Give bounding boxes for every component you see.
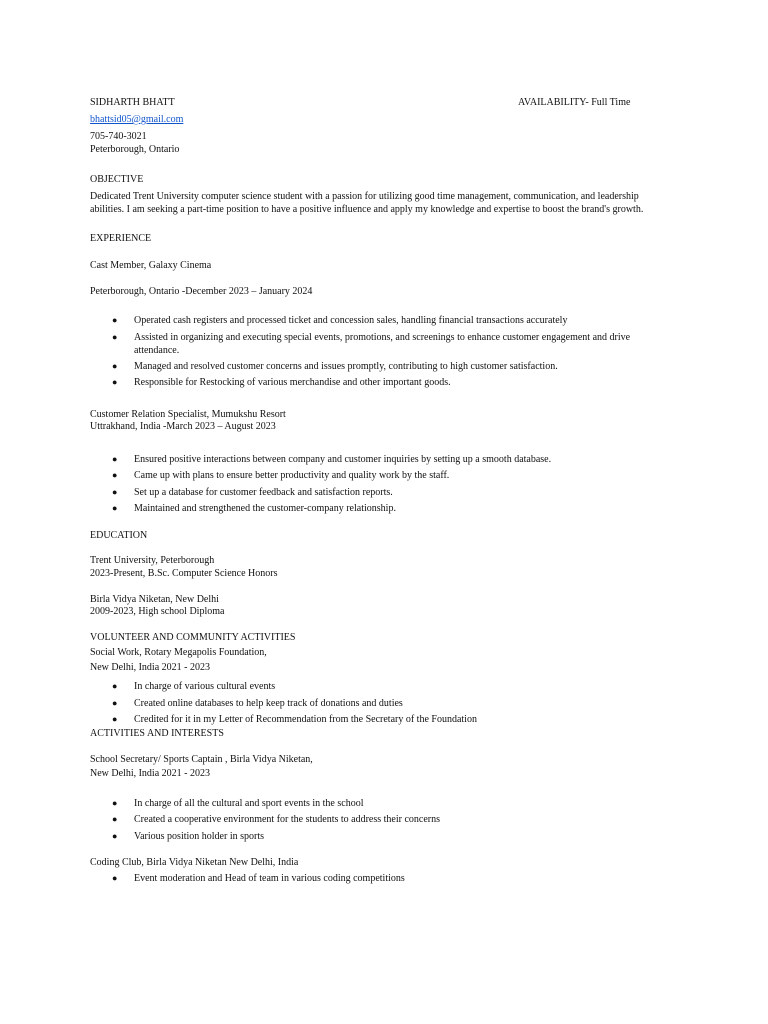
school-name: Trent University, Peterborough [90, 555, 215, 566]
activities-heading: ACTIVITIES AND INTERESTS [90, 728, 224, 739]
activity-location-dates: New Delhi, India 2021 - 2023 [90, 768, 210, 779]
list-item: Ensured positive interactions between company and customer inquiries by setting up a smooth database. [134, 454, 552, 465]
list-item: Maintained and strengthened the customer-company relationship. [134, 503, 396, 514]
list-item: In charge of various cultural events [134, 681, 276, 692]
objective-text: Dedicated Trent University computer science student with a passion for utilizing good time management, communication, and leadership abilities. I am seeking a part-time position to have a positive influence and apply my knowledge and expertise to boost the brand's growth. [90, 191, 644, 215]
candidate-name: SIDHARTH BHATT [90, 97, 175, 108]
bullet-icon: ● [112, 873, 118, 883]
bullet-icon: ● [112, 698, 118, 708]
volunteer-heading: VOLUNTEER AND COMMUNITY ACTIVITIES [90, 632, 296, 643]
availability: AVAILABILITY- Full Time [518, 97, 631, 108]
bullet-icon: ● [112, 361, 118, 371]
bullet-icon: ● [112, 315, 118, 325]
club-title: Coding Club, Birla Vidya Niketan New Delhi, India [90, 857, 299, 868]
list-item: Event moderation and Head of team in various coding competitions [134, 873, 405, 884]
list-item: Managed and resolved customer concerns and issues promptly, contributing to high customer satisfaction. [134, 361, 558, 372]
objective-heading: OBJECTIVE [90, 174, 144, 185]
list-item: Created online databases to help keep track of donations and duties [134, 698, 403, 709]
school-name: Birla Vidya Niketan, New Delhi [90, 594, 219, 605]
job-location-dates: Peterborough, Ontario -December 2023 – January 2024 [90, 286, 313, 297]
bullet-icon: ● [112, 454, 118, 464]
education-heading: EDUCATION [90, 530, 148, 541]
job-title: Customer Relation Specialist, Mumukshu Resort [90, 409, 286, 420]
bullet-icon: ● [112, 487, 118, 497]
bullet-icon: ● [112, 377, 118, 387]
bullet-icon: ● [112, 332, 118, 342]
bullet-icon: ● [112, 470, 118, 480]
list-item: Responsible for Restocking of various merchandise and other important goods. [134, 377, 451, 388]
bullet-icon: ● [112, 714, 118, 724]
school-detail: 2009-2023, High school Diploma [90, 606, 225, 617]
list-item: Various position holder in sports [134, 831, 264, 842]
bullet-icon: ● [112, 814, 118, 824]
bullet-icon: ● [112, 831, 118, 841]
list-item: Created a cooperative environment for the students to address their concerns [134, 814, 441, 825]
list-item: Set up a database for customer feedback and satisfaction reports. [134, 487, 393, 498]
job-title: Cast Member, Galaxy Cinema [90, 260, 212, 271]
list-item: Operated cash registers and processed ticket and concession sales, handling financial transactions accurately [134, 315, 568, 326]
activity-role: School Secretary/ Sports Captain , Birla Vidya Niketan, [90, 754, 313, 765]
volunteer-location-dates: New Delhi, India 2021 - 2023 [90, 662, 210, 673]
school-detail: 2023-Present, B.Sc. Computer Science Honors [90, 568, 278, 579]
bullet-icon: ● [112, 798, 118, 808]
list-item: Credited for it in my Letter of Recommendation from the Secretary of the Foundation [134, 714, 477, 725]
list-item: Assisted in organizing and executing special events, promotions, and screenings to enhance customer engagement and drive attendance. [134, 332, 631, 356]
volunteer-org: Social Work, Rotary Megapolis Foundation, [90, 647, 267, 658]
bullet-icon: ● [112, 503, 118, 513]
bullet-icon: ● [112, 681, 118, 691]
list-item: Came up with plans to ensure better productivity and quality work by the staff. [134, 470, 450, 481]
list-item: In charge of all the cultural and sport events in the school [134, 798, 364, 809]
job-location-dates: Uttrakhand, India -March 2023 – August 2023 [90, 421, 276, 432]
phone-number: 705-740-3021 [90, 131, 147, 142]
email-link[interactable]: bhattsid05@gmail.com [90, 114, 184, 125]
experience-heading: EXPERIENCE [90, 233, 152, 244]
location: Peterborough, Ontario [90, 144, 180, 155]
